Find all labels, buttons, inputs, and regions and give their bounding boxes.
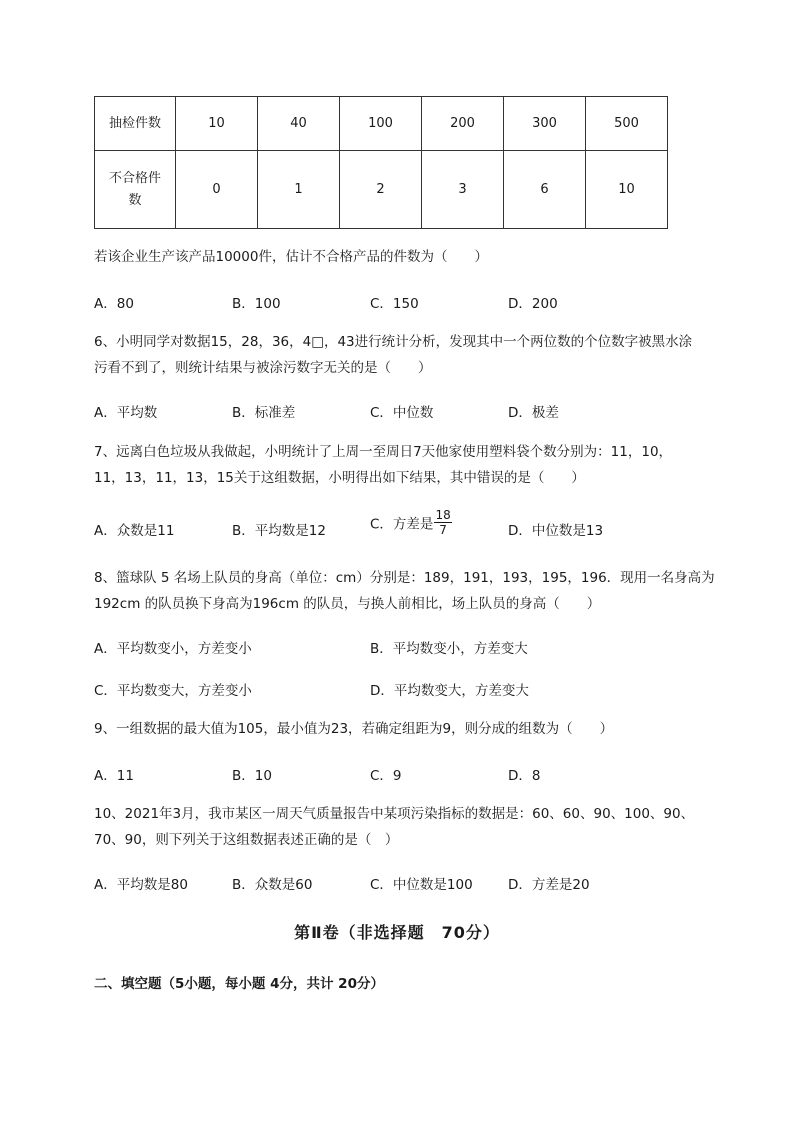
- q6-option-c: C．中位数: [370, 405, 434, 421]
- table-cell: 100: [340, 97, 422, 151]
- q7-option-a: A．众数是11: [94, 523, 175, 539]
- q7-option-b: B．平均数是12: [232, 523, 326, 539]
- table-row: [95, 97, 668, 151]
- table-cell: 3: [422, 151, 504, 229]
- q8-option-b: B．平均数变小，方差变大: [370, 641, 528, 657]
- table-row: [95, 151, 668, 229]
- q7-line-1: 7、远离白色垃圾从我做起，小明统计了上周一至周日7天他家使用塑料袋个数分别为：11，10，: [94, 444, 673, 460]
- table-cell: 200: [422, 97, 504, 151]
- q7-option-c-prefix: C．方差是: [370, 516, 434, 533]
- table-cell: 1: [258, 151, 340, 229]
- q10-option-a: A．平均数是80: [94, 877, 188, 893]
- table-head-line: 数: [128, 192, 142, 208]
- fraction-denominator: 7: [439, 523, 447, 537]
- q9-option-c: C．9: [370, 768, 402, 784]
- q5-option-c: C．150: [370, 296, 419, 312]
- q5-option-d: D．200: [508, 296, 558, 312]
- table-cell: 0: [176, 151, 258, 229]
- q6-option-d: D．极差: [508, 405, 559, 421]
- table-cell: 抽检件数: [95, 97, 176, 151]
- table-cell: 10: [586, 151, 668, 229]
- table-cell: 300: [504, 97, 586, 151]
- q9-option-a: A．11: [94, 768, 134, 784]
- fraction: [434, 508, 451, 537]
- q9-option-b: B．10: [232, 768, 272, 784]
- q7-option-d: D．中位数是13: [508, 523, 604, 539]
- q10-line-2: 70、90，则下列关于这组数据表述正确的是（ ）: [94, 832, 399, 848]
- q6-option-a: A．平均数: [94, 405, 158, 421]
- q8-option-c: C．平均数变大，方差变小: [94, 683, 252, 699]
- q10-option-c: C．中位数是100: [370, 877, 473, 893]
- q5-stem: 若该企业生产该产品10000件，估计不合格产品的件数为（ ）: [94, 249, 488, 265]
- section-title: 第Ⅱ卷（非选择题 70分）: [294, 923, 500, 942]
- q9-stem: 9、一组数据的最大值为105，最小值为23，若确定组距为9，则分成的组数为（ ）: [94, 721, 614, 737]
- q6-line-2: 污看不到了，则统计结果与被涂污数字无关的是（ ）: [94, 360, 432, 376]
- section-subtitle: 二、填空题（5小题，每小题 4分，共计 20分）: [94, 976, 384, 992]
- sampling-table: [94, 96, 668, 229]
- table-cell: 500: [586, 97, 668, 151]
- table-cell: 6: [504, 151, 586, 229]
- q8-line-1: 8、篮球队 5 名场上队员的身高（单位：cm）分别是：189，191，193，195，196．现用一名身高为: [94, 570, 715, 586]
- q6-option-b: B．标准差: [232, 405, 296, 421]
- q8-option-d: D．平均数变大，方差变大: [370, 683, 529, 699]
- q10-line-1: 10、2021年3月，我市某区一周天气质量报告中某项污染指标的数据是：60、60、90、100、90、: [94, 806, 695, 822]
- q7-option-c: [370, 510, 452, 539]
- table-cell: [95, 151, 176, 229]
- q5-option-a: A．80: [94, 296, 134, 312]
- q10-option-d: D．方差是20: [508, 877, 590, 893]
- q8-line-2: 192cm 的队员换下身高为196cm 的队员，与换人前相比，场上队员的身高（ ）: [94, 596, 601, 612]
- fraction-numerator: 18: [435, 508, 451, 522]
- q6-line-1: 6、小明同学对数据15，28，36，4□，43进行统计分析，发现其中一个两位数的个位数字被黑水涂: [94, 334, 693, 350]
- q7-line-2: 11，13，11，13，15关于这组数据，小明得出如下结果，其中错误的是（ ）: [94, 470, 585, 486]
- table-cell: 40: [258, 97, 340, 151]
- q8-option-a: A．平均数变小，方差变小: [94, 641, 252, 657]
- q9-option-d: D．8: [508, 768, 541, 784]
- table-cell: 2: [340, 151, 422, 229]
- table-cell: 10: [176, 97, 258, 151]
- q10-option-b: B．众数是60: [232, 877, 313, 893]
- table-head-line: 不合格件: [108, 170, 161, 186]
- q5-option-b: B．100: [232, 296, 281, 312]
